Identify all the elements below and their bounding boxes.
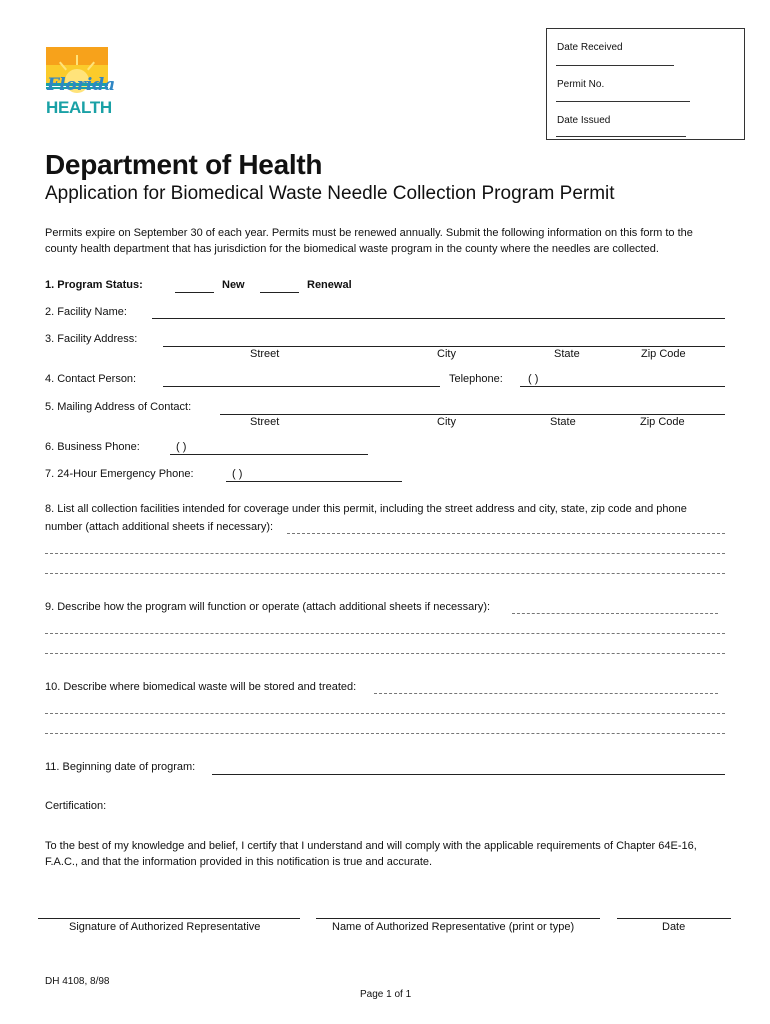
signature-field[interactable] [38, 918, 300, 919]
facility-name-label: 2. Facility Name: [45, 306, 127, 318]
emergency-phone-area-code: ( ) [232, 468, 243, 480]
form-subtitle: Application for Biomedical Waste Needle Collection Program Permit [45, 183, 615, 204]
q9-text: 9. Describe how the program will function or operate (attach additional sheets if necessary): [45, 601, 491, 613]
facility-zip-caption: Zip Code [641, 348, 686, 360]
permit-no-label: Permit No. [557, 79, 605, 90]
business-phone-label: 6. Business Phone: [45, 441, 140, 453]
office-use-box [546, 28, 745, 140]
contact-person-field[interactable] [163, 386, 440, 387]
facility-address-field[interactable] [163, 346, 725, 347]
emergency-phone-label: 7. 24-Hour Emergency Phone: [45, 468, 194, 480]
q9-answer-line-3[interactable] [45, 653, 725, 654]
form-number: DH 4108, 8/98 [45, 976, 110, 987]
q11-text: 11. Beginning date of program: [45, 761, 196, 773]
telephone-field[interactable] [520, 386, 725, 387]
business-phone-area-code: ( ) [176, 441, 187, 453]
q8-answer-line-3[interactable] [45, 573, 725, 574]
business-phone-field[interactable] [170, 454, 368, 455]
q8-answer-line-2[interactable] [45, 553, 725, 554]
mailing-zip-caption: Zip Code [640, 416, 685, 428]
telephone-area-code: ( ) [528, 373, 539, 385]
beginning-date-field[interactable] [212, 774, 725, 775]
q9-answer-line-2[interactable] [45, 633, 725, 634]
program-status-label: 1. Program Status: [45, 279, 143, 291]
date-issued-label: Date Issued [557, 115, 611, 126]
signature-caption: Signature of Authorized Representative [69, 921, 261, 933]
facility-street-caption: Street [250, 348, 280, 360]
signature-date-field[interactable] [617, 918, 731, 919]
mailing-state-caption: State [550, 416, 576, 428]
logo-florida-text: Florida [47, 75, 116, 95]
mailing-address-field[interactable] [220, 414, 725, 415]
representative-name-field[interactable] [316, 918, 600, 919]
q10-answer-line-2[interactable] [45, 713, 725, 714]
q8-text: 8. List all collection facilities intended for coverage under this permit, including the street address and city, state, zip code and phone [45, 503, 687, 515]
new-checkbox-blank[interactable] [175, 292, 214, 293]
representative-name-caption: Name of Authorized Representative (print or type) [332, 921, 575, 933]
permit-no-field[interactable] [556, 101, 690, 102]
facility-name-field[interactable] [152, 318, 725, 319]
emergency-phone-field[interactable] [226, 481, 402, 482]
florida-health-logo [46, 47, 116, 119]
intro-paragraph: Permits expire on September 30 of each year. Permits must be renewed annually. Submit the following information on this form to the county health department that has jurisdiction for the biomedical waste program in the county where the needles are collected. [45, 227, 693, 255]
q10-answer-line-1[interactable] [374, 693, 718, 694]
q8-answer-line-1[interactable] [287, 533, 725, 534]
page-title: Department of Health [45, 149, 323, 180]
page-number: Page 1 of 1 [360, 989, 412, 1000]
certification-heading: Certification: [45, 800, 107, 812]
telephone-label: Telephone: [449, 373, 503, 385]
q8-text-continued: number (attach additional sheets if necessary): [45, 521, 274, 533]
facility-city-caption: City [437, 348, 456, 360]
date-received-label: Date Received [557, 42, 623, 53]
facility-address-label: 3. Facility Address: [45, 333, 138, 345]
signature-date-caption: Date [662, 921, 686, 933]
facility-state-caption: State [554, 348, 580, 360]
renewal-checkbox-blank[interactable] [260, 292, 299, 293]
mailing-address-label: 5. Mailing Address of Contact: [45, 401, 192, 413]
logo-health-text: HEALTH [46, 98, 112, 117]
contact-person-label: 4. Contact Person: [45, 373, 137, 385]
certification-text: To the best of my knowledge and belief, I certify that I understand and will comply with the applicable requirements of Chapter 64E-16, F.A.C., and that the information provided in this notification is true and accurate. [45, 840, 697, 868]
q10-answer-line-3[interactable] [45, 733, 725, 734]
new-option-label: New [222, 279, 245, 291]
q10-text: 10. Describe where biomedical waste will be stored and treated: [45, 681, 357, 693]
date-issued-field[interactable] [556, 136, 686, 137]
date-received-field[interactable] [556, 65, 674, 66]
renewal-option-label: Renewal [307, 279, 352, 291]
q9-answer-line-1[interactable] [512, 613, 718, 614]
mailing-city-caption: City [437, 416, 456, 428]
mailing-street-caption: Street [250, 416, 280, 428]
